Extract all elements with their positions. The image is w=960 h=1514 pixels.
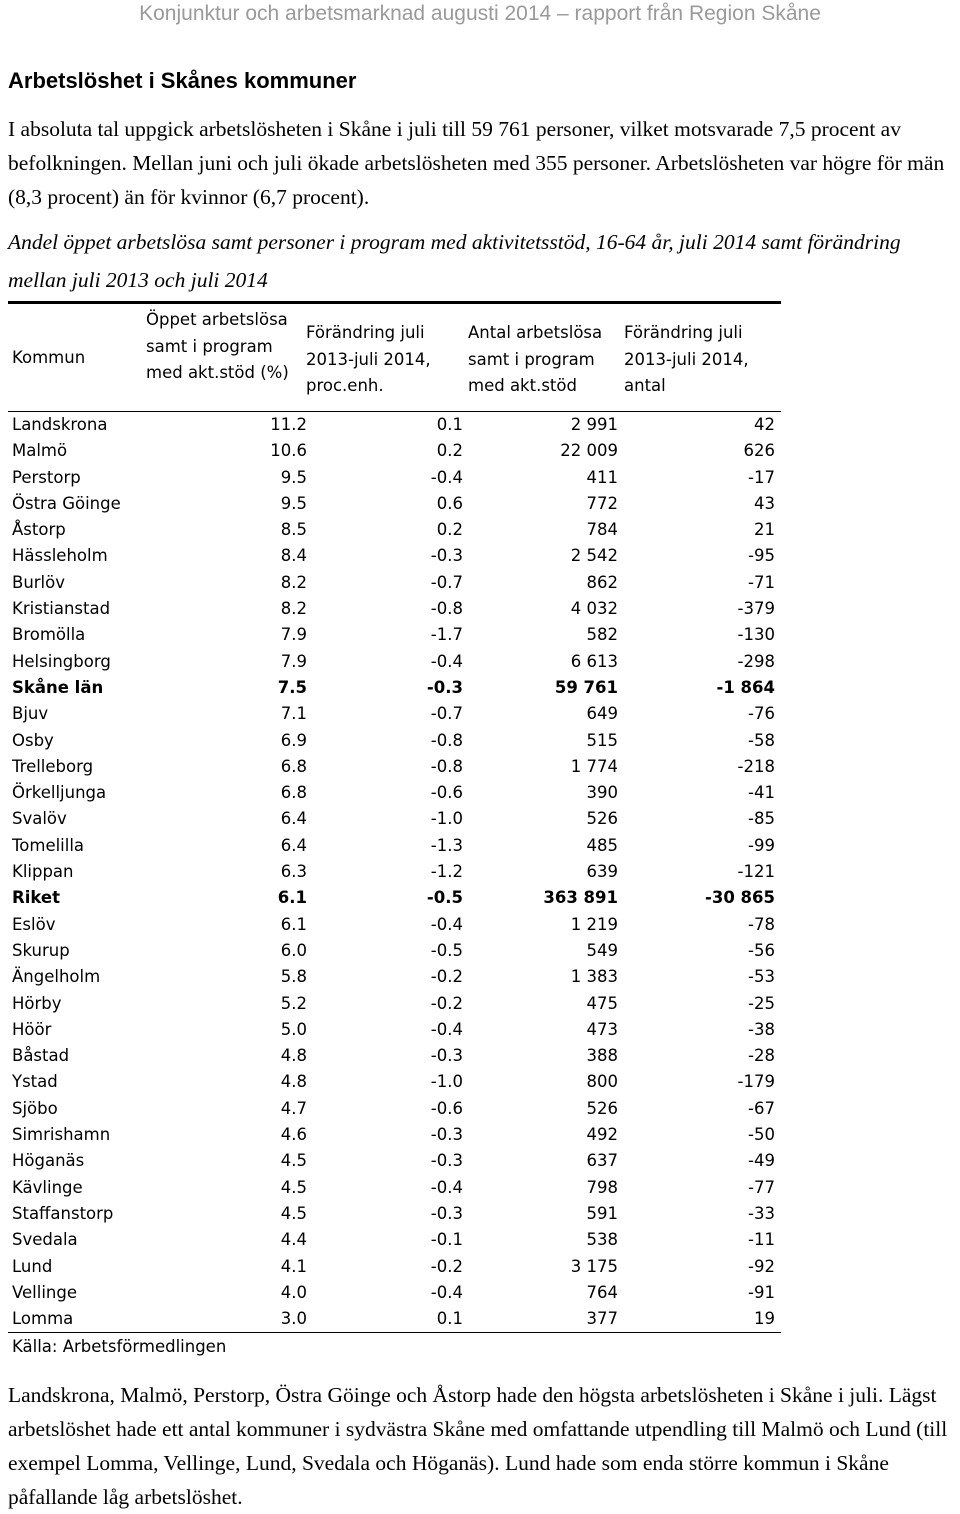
cell-change-pct: 0.1	[436, 415, 463, 434]
cell-kommun: Höganäs	[12, 1151, 85, 1171]
cell-change-count: -298	[737, 651, 775, 671]
cell-count: 649	[586, 704, 618, 724]
cell-count: 764	[586, 1282, 618, 1302]
table-row	[8, 885, 781, 911]
cell-share: 7.1	[280, 704, 307, 724]
cell-change-count: -53	[748, 967, 775, 987]
cell-change-count: -92	[748, 1256, 775, 1276]
cell-count: 1 219	[570, 914, 618, 934]
cell-change-count: -33	[748, 1203, 775, 1223]
table-row	[8, 938, 781, 964]
intro-paragraph: I absoluta tal uppgick arbetslösheten i Skåne i juli till 59 761 personer, vilket motsvarade 7,5 procent av befolkningen. Mellan juni och juli ökade arbetslösheten med 355 personer. Arbetslösheten var högre för män (8,3 procent) än för kvinnor (6,7 procent).	[8, 117, 945, 209]
cell-change-pct: -0.3	[426, 677, 463, 697]
cell-change-pct: -0.3	[430, 1151, 463, 1171]
table-source: Källa: Arbetsförmedlingen	[12, 1337, 227, 1357]
cell-change-count: -38	[748, 1019, 775, 1039]
cell-count: 800	[586, 1072, 618, 1092]
cell-change-count: 43	[754, 493, 775, 513]
cell-share: 6.4	[280, 809, 307, 829]
cell-change-count: -58	[748, 730, 775, 750]
cell-count: 784	[586, 520, 618, 540]
cell-count: 798	[586, 1177, 618, 1197]
cell-kommun: Sjöbo	[12, 1098, 58, 1118]
table-row	[8, 754, 781, 780]
cell-change-count: -41	[748, 783, 775, 803]
cell-count: 4 032	[570, 599, 618, 619]
table-caption: Andel öppet arbetslösa samt personer i program med aktivitetsstöd, 16-64 år, juli 2014 samt förändring mellan juli 2013 och juli 2014	[8, 230, 901, 292]
table-row	[8, 1017, 781, 1043]
table-row	[8, 1227, 781, 1253]
cell-share: 6.8	[280, 783, 307, 803]
cell-change-count: -121	[737, 862, 775, 882]
cell-count: 526	[586, 1098, 618, 1118]
cell-share: 5.2	[280, 993, 307, 1013]
cell-share: 9.5	[280, 467, 307, 487]
cell-count: 515	[586, 730, 618, 750]
cell-share: 11.2	[270, 415, 307, 434]
table-row	[8, 1175, 781, 1201]
cell-change-pct: -0.3	[430, 1125, 463, 1145]
cell-count: 475	[586, 993, 618, 1013]
cell-count: 2 991	[570, 415, 618, 434]
cell-kommun: Ystad	[12, 1072, 58, 1092]
cell-change-count: -28	[748, 1046, 775, 1066]
cell-count: 473	[586, 1019, 618, 1039]
cell-share: 3.0	[280, 1309, 307, 1329]
cell-share: 4.5	[280, 1177, 307, 1197]
cell-count: 390	[586, 783, 618, 803]
table-row	[8, 1148, 781, 1174]
cell-count: 1 774	[570, 756, 618, 776]
cell-change-pct: -0.3	[430, 1046, 463, 1066]
cell-share: 5.8	[280, 967, 307, 987]
cell-change-pct: 0.2	[436, 520, 463, 540]
cell-change-pct: -1.7	[430, 625, 463, 645]
cell-kommun: Osby	[12, 730, 54, 750]
cell-count: 3 175	[570, 1256, 618, 1276]
cell-change-count: -50	[748, 1125, 775, 1145]
cell-change-pct: -0.5	[426, 888, 463, 908]
cell-change-pct: -0.4	[430, 1282, 463, 1302]
cell-change-count: -17	[748, 467, 775, 487]
table-row	[8, 964, 781, 990]
unemployment-table	[8, 301, 781, 1360]
cell-kommun: Ängelholm	[12, 967, 101, 987]
table-row	[8, 991, 781, 1017]
section-title: Arbetslöshet i Skånes kommuner	[8, 68, 357, 93]
cell-change-count: -30 865	[705, 888, 775, 908]
table-row	[8, 780, 781, 806]
table-row	[8, 728, 781, 754]
cell-kommun: Lund	[12, 1256, 53, 1276]
cell-change-pct: -1.2	[430, 862, 463, 882]
table-row	[8, 517, 781, 543]
table-row	[8, 1201, 781, 1227]
table-row	[8, 1280, 781, 1306]
cell-share: 5.0	[280, 1019, 307, 1039]
cell-share: 7.9	[280, 625, 307, 645]
table-row	[8, 1306, 781, 1333]
cell-change-count: -91	[748, 1282, 775, 1302]
cell-share: 4.8	[280, 1046, 307, 1066]
table-row	[8, 438, 781, 464]
cell-kommun: Båstad	[12, 1046, 70, 1066]
cell-count: 6 613	[570, 651, 618, 671]
table-row	[8, 1043, 781, 1069]
cell-share: 8.4	[280, 546, 307, 566]
cell-share: 4.8	[280, 1072, 307, 1092]
table-row	[8, 675, 781, 701]
cell-change-count: 626	[743, 441, 775, 461]
table-row	[8, 596, 781, 622]
cell-kommun: Staffanstorp	[12, 1203, 114, 1223]
cell-share: 7.5	[277, 677, 307, 697]
cell-change-pct: -0.8	[430, 756, 463, 776]
cell-share: 8.5	[280, 520, 307, 540]
cell-kommun: Tomelilla	[12, 835, 85, 855]
cell-count: 2 542	[570, 546, 618, 566]
cell-share: 6.1	[280, 914, 307, 934]
cell-change-pct: -0.4	[430, 651, 463, 671]
table-row	[8, 1069, 781, 1095]
cell-share: 4.6	[280, 1125, 307, 1145]
cell-kommun: Helsingborg	[12, 651, 111, 671]
cell-count: 591	[586, 1203, 618, 1223]
cell-kommun: Östra Göinge	[12, 493, 121, 513]
cell-change-count: -130	[737, 625, 775, 645]
table-row	[8, 859, 781, 885]
cell-kommun: Riket	[12, 888, 60, 908]
cell-change-pct: -1.3	[430, 835, 463, 855]
cell-change-count: -1 864	[716, 677, 775, 697]
cell-share: 6.9	[280, 730, 307, 750]
cell-change-pct: -0.8	[430, 730, 463, 750]
table-row	[8, 912, 781, 938]
cell-count: 411	[586, 467, 618, 487]
cell-change-pct: -0.4	[430, 1019, 463, 1039]
cell-change-count: -78	[748, 914, 775, 934]
cell-change-count: -179	[737, 1072, 775, 1092]
cell-share: 8.2	[280, 572, 307, 592]
table-body	[8, 412, 781, 1333]
table-row	[8, 649, 781, 675]
cell-share: 6.0	[280, 940, 307, 960]
cell-count: 363 891	[543, 888, 618, 908]
cell-change-pct: -0.4	[430, 467, 463, 487]
cell-kommun: Hässleholm	[12, 546, 108, 566]
table-header	[8, 301, 781, 412]
cell-change-pct: -0.3	[430, 546, 463, 566]
cell-change-pct: 0.6	[436, 493, 463, 513]
cell-change-count: -76	[748, 704, 775, 724]
cell-share: 6.1	[277, 888, 307, 908]
cell-change-pct: -1.0	[430, 1072, 463, 1092]
cell-share: 9.5	[280, 493, 307, 513]
cell-share: 4.5	[280, 1203, 307, 1223]
cell-kommun: Burlöv	[12, 572, 66, 592]
cell-kommun: Simrishamn	[12, 1125, 111, 1145]
cell-kommun: Kävlinge	[12, 1177, 83, 1197]
cell-share: 4.4	[280, 1230, 307, 1250]
cell-change-pct: -0.1	[430, 1230, 463, 1250]
table-row	[8, 806, 781, 832]
cell-change-count: 42	[754, 415, 775, 434]
cell-share: 4.0	[280, 1282, 307, 1302]
cell-count: 526	[586, 809, 618, 829]
cell-count: 549	[586, 940, 618, 960]
cell-change-pct: -0.4	[430, 1177, 463, 1197]
table-row	[8, 701, 781, 727]
cell-share: 4.1	[280, 1256, 307, 1276]
cell-change-count: -49	[748, 1151, 775, 1171]
closing-paragraph: Landskrona, Malmö, Perstorp, Östra Göinge och Åstorp hade den högsta arbetslösheten i Skåne i juli. Lägst arbetslöshet hade ett antal kommuner i sydvästra Skåne med omfattande utpendling till Malmö och Lund (till exempel Lomma, Vellinge, Lund, Svedala och Höganäs). Lund hade som enda större kommun i Skåne påfallande låg arbetslöshet.	[8, 1383, 948, 1509]
cell-share: 6.4	[280, 835, 307, 855]
table-row	[8, 1096, 781, 1122]
cell-kommun: Bromölla	[12, 625, 86, 645]
table-row	[8, 833, 781, 859]
cell-count: 862	[586, 572, 618, 592]
cell-change-pct: -0.2	[430, 967, 463, 987]
cell-kommun: Skåne län	[12, 677, 104, 697]
cell-kommun: Kristianstad	[12, 599, 111, 619]
cell-kommun: Lomma	[12, 1309, 74, 1329]
cell-kommun: Perstorp	[12, 467, 81, 487]
cell-share: 10.6	[270, 441, 307, 461]
cell-kommun: Trelleborg	[12, 756, 94, 776]
cell-change-count: -25	[748, 993, 775, 1013]
cell-count: 1 383	[570, 967, 618, 987]
table-row	[8, 1254, 781, 1280]
table-row	[8, 570, 781, 596]
cell-kommun: Bjuv	[12, 704, 49, 724]
cell-change-count: -99	[748, 835, 775, 855]
cell-change-pct: -0.2	[430, 993, 463, 1013]
cell-kommun: Åstorp	[12, 520, 66, 540]
cell-change-pct: -1.0	[430, 809, 463, 829]
cell-change-count: -67	[748, 1098, 775, 1118]
cell-change-count: 21	[754, 520, 775, 540]
cell-count: 492	[586, 1125, 618, 1145]
header-change-count: Förändring juli 2013-juli 2014, antal	[624, 323, 749, 395]
cell-change-pct: 0.1	[436, 1309, 463, 1329]
table-row	[8, 543, 781, 569]
cell-change-count: 19	[754, 1309, 775, 1329]
table-row	[8, 412, 781, 438]
cell-kommun: Klippan	[12, 862, 74, 882]
cell-count: 639	[586, 862, 618, 882]
cell-kommun: Svedala	[12, 1230, 78, 1250]
cell-kommun: Malmö	[12, 441, 68, 461]
cell-change-pct: -0.8	[430, 599, 463, 619]
cell-change-pct: -0.2	[430, 1256, 463, 1276]
header-share: Öppet arbetslösa samt i program med akt.stöd (%)	[146, 310, 289, 382]
table-row	[8, 1122, 781, 1148]
cell-change-count: -71	[748, 572, 775, 592]
cell-change-pct: 0.2	[436, 441, 463, 461]
cell-change-pct: -0.3	[430, 1203, 463, 1223]
cell-change-count: -379	[737, 599, 775, 619]
cell-share: 6.8	[280, 756, 307, 776]
cell-change-count: -56	[748, 940, 775, 960]
table-row	[8, 465, 781, 491]
cell-change-count: -85	[748, 809, 775, 829]
cell-kommun: Vellinge	[12, 1282, 77, 1302]
cell-change-pct: -0.6	[430, 1098, 463, 1118]
cell-kommun: Svalöv	[12, 809, 67, 829]
cell-share: 4.7	[280, 1098, 307, 1118]
cell-change-count: -218	[737, 756, 775, 776]
cell-count: 377	[586, 1309, 618, 1329]
header-kommun: Kommun	[12, 348, 86, 367]
cell-change-pct: -0.6	[430, 783, 463, 803]
cell-count: 485	[586, 835, 618, 855]
cell-kommun: Skurup	[12, 940, 70, 960]
cell-kommun: Eslöv	[12, 914, 56, 934]
cell-share: 7.9	[280, 651, 307, 671]
cell-change-count: -77	[748, 1177, 775, 1197]
cell-change-count: -11	[748, 1230, 775, 1250]
cell-count: 637	[586, 1151, 618, 1171]
cell-count: 582	[586, 625, 618, 645]
cell-count: 22 009	[560, 441, 618, 461]
cell-count: 388	[586, 1046, 618, 1066]
cell-count: 59 761	[554, 677, 618, 697]
cell-kommun: Hörby	[12, 993, 62, 1013]
cell-share: 6.3	[280, 862, 307, 882]
cell-count: 772	[586, 493, 618, 513]
table-row	[8, 622, 781, 648]
header-count: Antal arbetslösa samt i program med akt.stöd	[468, 323, 603, 395]
cell-kommun: Örkelljunga	[12, 783, 107, 803]
cell-share: 8.2	[280, 599, 307, 619]
cell-count: 538	[586, 1230, 618, 1250]
table-row	[8, 491, 781, 517]
cell-change-pct: -0.7	[430, 572, 463, 592]
cell-kommun: Landskrona	[12, 415, 108, 434]
running-header: Konjunktur och arbetsmarknad augusti 2014 – rapport från Region Skåne	[139, 2, 821, 25]
cell-share: 4.5	[280, 1151, 307, 1171]
cell-kommun: Höör	[12, 1019, 52, 1039]
cell-change-pct: -0.4	[430, 914, 463, 934]
cell-change-pct: -0.7	[430, 704, 463, 724]
cell-change-count: -95	[748, 546, 775, 566]
header-change-pct: Förändring juli 2013-juli 2014, proc.enh.	[306, 323, 431, 395]
cell-change-pct: -0.5	[430, 940, 463, 960]
